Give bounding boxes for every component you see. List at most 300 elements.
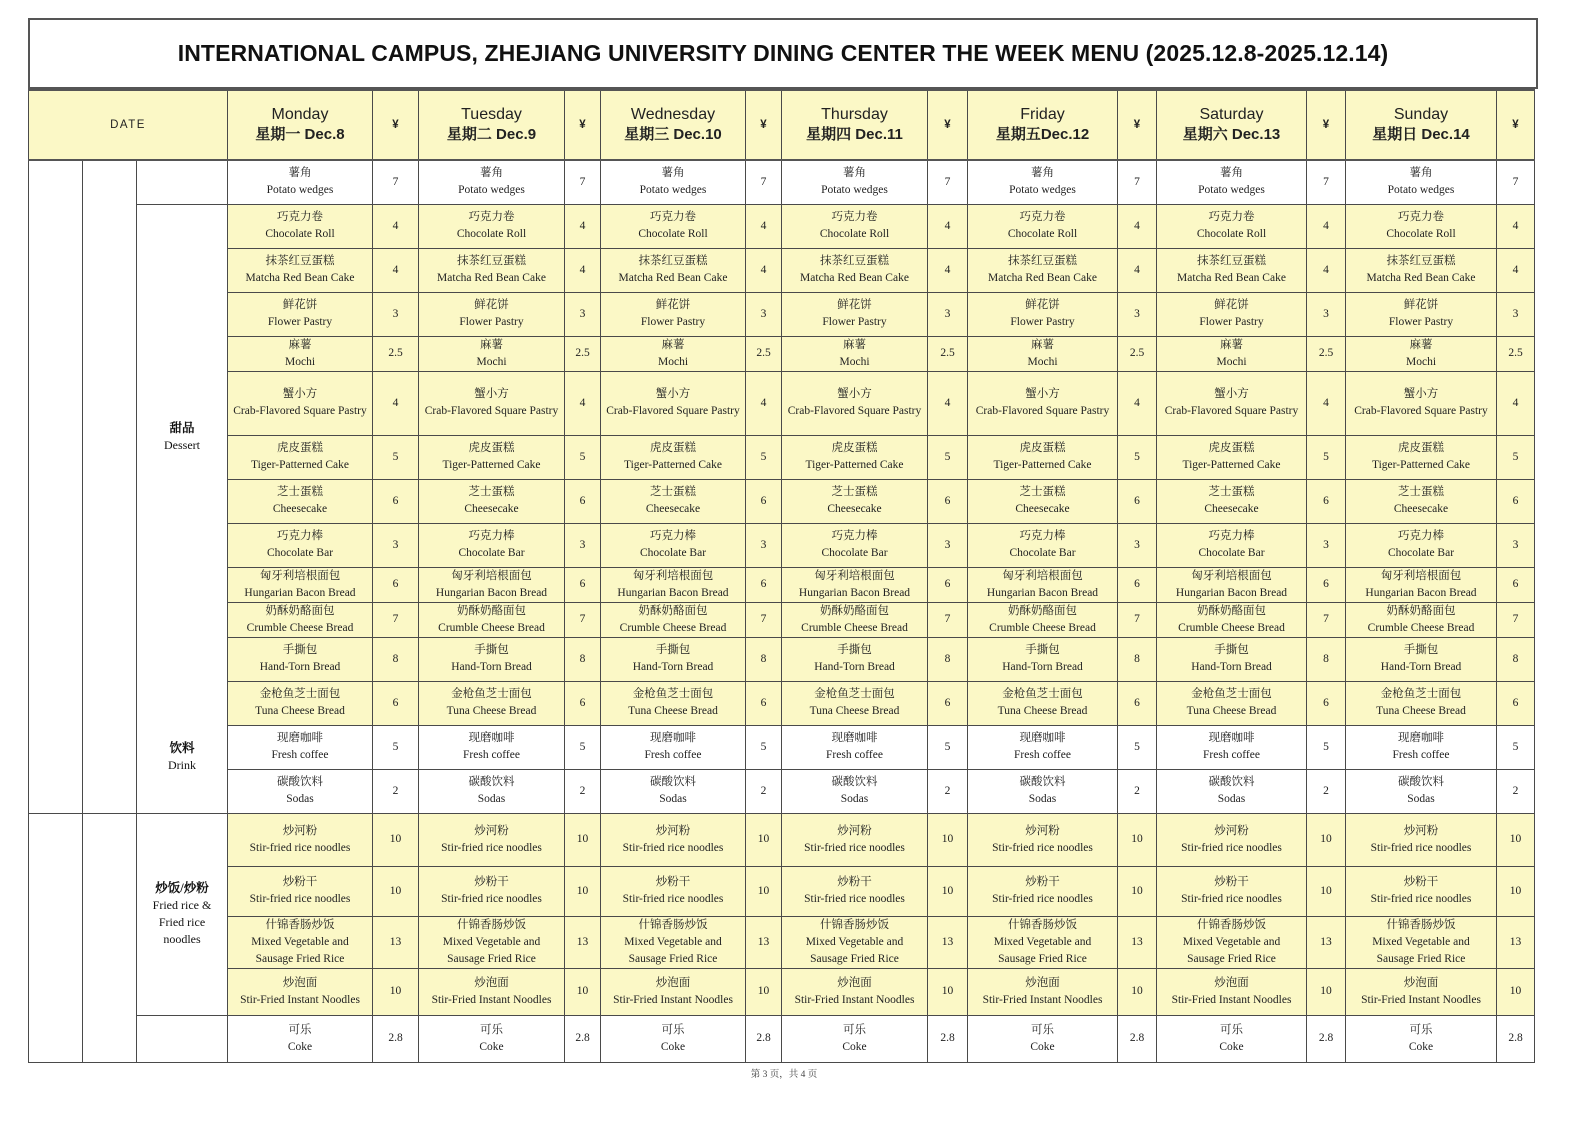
menu-item [1346,336,1497,371]
menu-item [782,292,928,336]
item-name-en: Tuna Cheese Bread [446,705,537,717]
item-name-zh: 鲜花饼 [282,299,318,311]
item-price: 3 [1118,523,1157,567]
item-name-en: Mixed Vegetable and [251,935,349,948]
item-name-en: Stir-Fried Instant Noodles [1171,993,1292,1006]
menu-row [29,336,1535,371]
item-name-en: Crab-Flavored Square Pastry [606,405,740,417]
item-name-zh: 鲜花饼 [837,299,872,311]
menu-item [1157,292,1307,336]
item-name-zh: 碳酸饮料 [1398,776,1444,788]
menu-item [228,479,373,523]
menu-item [782,435,928,479]
item-name-en: Tiger-Patterned Cake [993,459,1092,471]
item-name-zh: 虎皮蛋糕 [1208,442,1255,454]
item-price: 6 [928,681,968,725]
item-price: 4 [1307,204,1346,248]
item-name-en: Stir-Fried Instant Noodles [982,993,1103,1006]
item-name-zh: 麻薯 [1031,338,1054,351]
item-name-zh: 巧克力棒 [1019,530,1066,542]
menu-row [29,371,1535,435]
item-price: 2 [746,769,782,813]
menu-item [419,681,565,725]
menu-item [601,813,746,866]
item-name-en: Mochi [1216,355,1247,368]
item-price: 7 [565,602,601,637]
item-price: 10 [1307,813,1346,866]
item-price: 4 [1497,371,1535,435]
item-price: 10 [565,813,601,866]
item-name-en: Chocolate Roll [456,228,527,240]
item-price: 7 [1118,160,1157,204]
item-price: 6 [1307,479,1346,523]
item-price: 5 [1118,435,1157,479]
menu-row [29,248,1535,292]
item-name-en: Tuna Cheese Bread [809,705,900,717]
blank-category-cell [137,160,228,204]
menu-item [782,968,928,1015]
item-price: 6 [746,681,782,725]
item-name-en: Tuna Cheese Bread [255,705,345,717]
menu-item [228,160,373,204]
item-price: 7 [928,160,968,204]
item-name-zh: 可乐 [480,1023,503,1036]
menu-item [1346,160,1497,204]
item-name-zh: 炒河粉 [837,824,872,837]
item-name-zh: 炒泡面 [1214,976,1249,989]
item-price: 8 [1118,637,1157,681]
menu-item [1157,813,1307,866]
item-price: 4 [746,248,782,292]
item-price: 4 [565,248,601,292]
item-price: 8 [373,637,419,681]
item-name-zh: 炒河粉 [1214,824,1249,837]
menu-row [29,160,1535,204]
item-price: 6 [565,479,601,523]
item-price: 7 [373,602,419,637]
item-name-zh: 鲜花饼 [1214,299,1249,311]
menu-item [419,479,565,523]
item-name-zh: 炒泡面 [1403,976,1439,989]
item-name-en: Mochi [476,355,507,368]
item-name-en: Stir-fried rice noodles [804,841,905,854]
item-name-zh: 现磨咖啡 [277,732,323,744]
item-price: 7 [1307,160,1346,204]
item-name-en: Stir-fried rice noodles [1181,893,1282,905]
item-name-en: Chocolate Bar [458,547,525,559]
item-price: 5 [1118,725,1157,769]
menu-item [782,602,928,637]
menu-item [782,567,928,602]
item-name-en: Flower Pastry [640,316,706,328]
menu-item [1346,1015,1497,1062]
item-price: 3 [565,523,601,567]
menu-item [228,637,373,681]
item-name-en: Coke [842,1040,867,1053]
menu-item [601,637,746,681]
item-price: 10 [1118,813,1157,866]
item-price: 10 [565,866,601,916]
item-name-zh: 炒河粉 [1025,824,1060,837]
category-drink: 饮料 Drink [168,740,196,772]
item-name-en: Mochi [1405,355,1437,368]
item-price: 10 [1497,866,1535,916]
item-name-zh: 可乐 [661,1023,685,1036]
menu-row [29,916,1535,968]
item-name-zh: 可乐 [288,1023,312,1036]
item-name-zh: 碳酸饮料 [1019,776,1066,788]
item-name-zh: 奶酥奶酪面包 [1197,604,1266,617]
item-name-en: Potato wedges [821,184,888,197]
item-price: 10 [1118,866,1157,916]
item-name-en: Matcha Red Bean Cake [245,272,355,284]
item-name-en: Tuna Cheese Bread [1186,705,1277,717]
page-number: 第 3 页，共 4 页 [750,1070,818,1080]
yen-header: ¥ [928,90,968,160]
item-name-en: Hand-Torn Bread [632,661,714,673]
item-name-en: Mixed Vegetable and [624,935,722,948]
item-name-en: Coke [660,1040,686,1053]
menu-item [1346,968,1497,1015]
menu-item [968,1015,1118,1062]
item-name-zh: 炒泡面 [282,976,318,989]
item-price: 3 [373,523,419,567]
menu-item [601,1015,746,1062]
category-cell [137,204,228,813]
menu-item [419,292,565,336]
menu-item [228,769,373,813]
menu-item [1346,681,1497,725]
item-name-zh: 金枪鱼芝士面包 [814,688,895,700]
item-name-zh: 蟹小方 [655,388,691,400]
item-name-zh: 现磨咖啡 [650,732,696,744]
menu-item [601,866,746,916]
item-price: 4 [565,371,601,435]
item-name-zh: 金枪鱼芝士面包 [632,688,714,700]
yen-header: ¥ [746,90,782,160]
menu-item [228,813,373,866]
item-name-zh: 虎皮蛋糕 [831,442,878,454]
item-price: 3 [746,292,782,336]
menu-item [228,248,373,292]
item-price: 6 [928,479,968,523]
menu-item [228,523,373,567]
menu-item [419,637,565,681]
item-name-en: Chocolate Bar [639,547,707,559]
item-name-zh: 什锦香肠炒饭 [820,918,889,931]
header-row [29,90,1535,160]
item-name-zh: 抹茶红豆蛋糕 [1008,255,1077,267]
item-price: 10 [746,866,782,916]
menu-item [228,435,373,479]
menu-item [601,681,746,725]
menu-item [228,292,373,336]
item-name-zh: 炒泡面 [1025,976,1060,989]
item-name-en: Hand-Torn Bread [1002,661,1083,673]
item-name-zh: 手撕包 [1403,644,1439,656]
item-price: 4 [1118,204,1157,248]
item-name-en: Coke [479,1040,504,1053]
item-name-zh: 什锦香肠炒饭 [457,918,526,931]
menu-item [601,435,746,479]
yen-header: ¥ [373,90,419,160]
item-name-en: Matcha Red Bean Cake [1366,272,1476,284]
menu-item [228,916,373,968]
item-price: 5 [1307,435,1346,479]
item-price: 4 [928,371,968,435]
item-price: 5 [928,725,968,769]
item-price: 5 [373,435,419,479]
item-name-en: Fresh coffee [644,749,702,761]
item-name-en: Flower Pastry [459,316,524,328]
item-name-en: Coke [1030,1040,1055,1053]
item-name-zh: 可乐 [1409,1023,1433,1036]
item-name-en: Sodas [1407,793,1435,805]
menu-item [601,602,746,637]
item-price: 2.5 [565,336,601,371]
day-header-thursday: Thursday 星期四 Dec.11 [782,90,928,160]
item-name-en: Chocolate Roll [638,228,708,240]
blank-column-cell [83,813,137,1062]
item-name-en: Crumble Cheese Bread [619,621,727,634]
item-name-en: Sodas [1028,793,1057,805]
category-dessert: 甜品 Dessert [164,420,200,452]
item-name-en: Fresh coffee [463,749,520,761]
menu-row [29,637,1535,681]
menu-item [419,523,565,567]
item-name-zh: 巧克力卷 [1208,211,1255,223]
item-name-en: Tiger-Patterned Cake [442,459,541,471]
item-name-zh: 匈牙利培根面包 [1380,569,1462,582]
item-price: 5 [746,725,782,769]
item-name-en: Cheesecake [464,503,519,515]
item-name-zh: 薯角 [480,167,503,180]
item-name-zh: 虎皮蛋糕 [650,442,696,454]
item-name-en: Tiger-Patterned Cake [1182,459,1281,471]
item-name-zh: 碳酸饮料 [277,776,323,788]
menu-item [1346,567,1497,602]
item-name-zh: 鲜花饼 [1403,299,1439,311]
item-name-en: Hand-Torn Bread [814,661,895,673]
item-name-zh: 手撕包 [655,644,691,656]
item-price: 7 [373,160,419,204]
item-price: 6 [1497,681,1535,725]
item-name-en: Crumble Cheese Bread [438,621,545,634]
item-name-en: Cheesecake [272,503,328,515]
item-name-en: Hand-Torn Bread [451,661,532,673]
item-price: 7 [746,602,782,637]
item-name-en: Stir-fried rice noodles [804,893,905,905]
item-name-en: Sodas [659,793,687,805]
menu-item [968,968,1118,1015]
item-name-zh: 巧克力棒 [1208,530,1255,542]
menu-item [419,204,565,248]
item-name-zh: 可乐 [1220,1023,1243,1036]
item-name-zh: 炒粉干 [1403,876,1439,888]
item-name-en: Cheesecake [1015,503,1070,515]
item-name-en: Mixed Vegetable and [442,935,541,948]
item-name-en: Cheesecake [1204,503,1259,515]
yen-header: ¥ [1497,90,1535,160]
item-price: 3 [1497,292,1535,336]
item-name-en: Chocolate Roll [1386,228,1456,240]
item-name-en: Potato wedges [639,184,707,197]
menu-item [601,916,746,968]
menu-item [228,725,373,769]
item-price: 2.8 [928,1015,968,1062]
item-name-en: Potato wedges [266,184,334,197]
item-name-zh: 虎皮蛋糕 [277,442,323,454]
item-price: 13 [928,916,968,968]
menu-item [601,769,746,813]
category-cell [137,813,228,1015]
menu-item [419,1015,565,1062]
item-name-en: Flower Pastry [822,316,887,328]
item-name-en: Crab-Flavored Square Pastry [1354,405,1488,417]
item-name-en: Sodas [286,793,314,805]
item-price: 13 [1118,916,1157,968]
menu-item [968,602,1118,637]
menu-item [228,602,373,637]
item-price: 5 [373,725,419,769]
item-name-zh: 巧克力卷 [1398,211,1444,223]
menu-item [782,1015,928,1062]
menu-item [1346,435,1497,479]
item-name-zh: 麻薯 [843,338,866,351]
item-price: 6 [1497,479,1535,523]
day-header-sunday: Sunday 星期日 Dec.14 [1346,90,1497,160]
item-name-zh: 巧克力棒 [1398,530,1444,542]
blank-column-cell [29,160,83,813]
menu-item [1157,523,1307,567]
item-name-en-line2: Sausage Fried Rice [255,952,345,965]
item-name-zh: 匈牙利培根面包 [451,569,532,582]
menu-item [1346,523,1497,567]
item-price: 2 [1497,769,1535,813]
item-price: 4 [928,248,968,292]
menu-item [1346,292,1497,336]
item-price: 6 [1118,567,1157,602]
item-price: 4 [373,371,419,435]
menu-item [1346,204,1497,248]
menu-item [1157,1015,1307,1062]
menu-item [228,681,373,725]
menu-item [601,204,746,248]
menu-item [228,371,373,435]
day-header-monday: Monday 星期一 Dec.8 [228,90,373,160]
item-name-zh: 碳酸饮料 [1208,776,1255,788]
menu-item [782,479,928,523]
item-price: 13 [373,916,419,968]
item-price: 4 [373,204,419,248]
item-name-zh: 匈牙利培根面包 [1191,569,1272,582]
item-name-en: Sodas [477,793,506,805]
item-name-zh: 匈牙利培根面包 [1002,569,1083,582]
menu-item [968,567,1118,602]
item-name-en: Fresh coffee [1014,749,1071,761]
weekly-menu-table [28,89,1535,1063]
item-name-en: Crumble Cheese Bread [246,621,354,634]
item-price: 2.5 [746,336,782,371]
item-name-zh: 炒粉干 [837,876,872,888]
item-name-en: Fresh coffee [1203,749,1260,761]
item-name-zh: 抹茶红豆蛋糕 [265,255,335,267]
menu-item [782,248,928,292]
item-name-en: Stir-fried rice noodles [249,841,351,854]
item-price: 13 [746,916,782,968]
item-name-en: Chocolate Roll [819,228,890,240]
item-price: 4 [565,204,601,248]
menu-item [601,248,746,292]
item-price: 10 [1497,968,1535,1015]
item-name-zh: 抹茶红豆蛋糕 [1197,255,1266,267]
menu-item [419,916,565,968]
item-name-zh: 炒泡面 [474,976,509,989]
menu-item [968,292,1118,336]
item-price: 2.5 [1118,336,1157,371]
item-name-zh: 麻薯 [480,338,503,351]
menu-item [968,813,1118,866]
item-name-zh: 虎皮蛋糕 [468,442,515,454]
item-name-zh: 可乐 [1031,1023,1054,1036]
item-name-en: Chocolate Bar [1009,547,1076,559]
menu-item [419,567,565,602]
item-price: 8 [1307,637,1346,681]
menu-row [29,292,1535,336]
item-name-zh: 炒河粉 [282,824,318,837]
item-price: 7 [928,602,968,637]
item-price: 3 [1307,523,1346,567]
item-name-zh: 金枪鱼芝士面包 [451,688,532,700]
item-name-en: Hungarian Bacon Bread [986,586,1099,599]
item-name-en: Stir-Fried Instant Noodles [794,993,915,1006]
menu-item [1346,602,1497,637]
item-name-zh: 奶酥奶酪面包 [1386,604,1456,617]
item-name-en: Crab-Flavored Square Pastry [1164,405,1299,417]
item-price: 6 [746,567,782,602]
item-price: 10 [373,968,419,1015]
item-name-zh: 什锦香肠炒饭 [638,918,708,931]
item-name-zh: 巧克力卷 [468,211,515,223]
item-price: 10 [1118,968,1157,1015]
item-name-en: Mixed Vegetable and [1182,935,1281,948]
item-name-zh: 碳酸饮料 [650,776,696,788]
item-price: 5 [1497,725,1535,769]
menu-item [968,248,1118,292]
menu-title-box [28,18,1538,89]
item-name-zh: 炒粉干 [282,876,318,888]
menu-item [782,866,928,916]
item-name-zh: 炒粉干 [1214,876,1249,888]
item-price: 7 [746,160,782,204]
item-name-en: Crumble Cheese Bread [1367,621,1475,634]
item-name-en: Matcha Red Bean Cake [1177,272,1286,284]
menu-item [782,160,928,204]
item-name-zh: 现磨咖啡 [1019,732,1066,744]
item-price: 10 [928,968,968,1015]
item-price: 6 [1497,567,1535,602]
item-price: 3 [928,292,968,336]
menu-item [968,916,1118,968]
day-header-wednesday: Wednesday 星期三 Dec.10 [601,90,746,160]
item-price: 6 [1307,567,1346,602]
menu-item [1157,160,1307,204]
item-price: 4 [746,371,782,435]
item-name-en: Tiger-Patterned Cake [250,459,350,471]
menu-item [419,968,565,1015]
menu-item [1157,371,1307,435]
menu-row [29,1015,1535,1062]
